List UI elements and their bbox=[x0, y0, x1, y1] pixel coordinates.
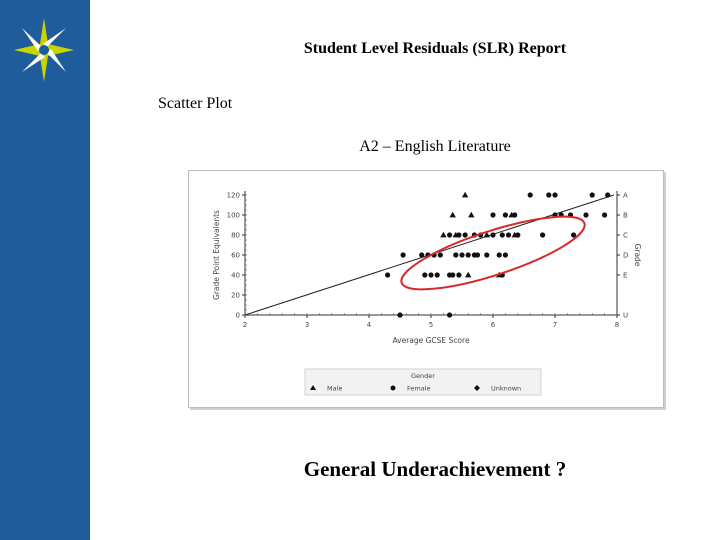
data-point-female bbox=[528, 192, 533, 197]
x-tick-label: 7 bbox=[552, 321, 558, 329]
report-title: Student Level Residuals (SLR) Report bbox=[303, 40, 567, 57]
data-point-female bbox=[500, 232, 505, 237]
data-point-female bbox=[456, 232, 461, 237]
x-tick-label: 3 bbox=[304, 321, 310, 329]
y-tick-label: 80 bbox=[231, 231, 240, 240]
data-point-female bbox=[590, 192, 595, 197]
data-point-female bbox=[605, 192, 610, 197]
y-axis-label: Grade Point Equivalents bbox=[212, 210, 221, 300]
grade-tick-label: C bbox=[623, 231, 628, 240]
data-point-female bbox=[435, 272, 440, 277]
data-point-female bbox=[447, 232, 452, 237]
grade-tick-label: B bbox=[623, 211, 628, 220]
data-point-female bbox=[422, 272, 427, 277]
legend bbox=[305, 369, 541, 395]
data-point-female bbox=[490, 232, 495, 237]
data-point-female bbox=[602, 212, 607, 217]
data-point-female bbox=[438, 252, 443, 257]
grade-tick-label: U bbox=[623, 311, 629, 320]
x-tick-label: 4 bbox=[366, 321, 372, 329]
data-point-male bbox=[468, 212, 474, 218]
y-tick-label: 0 bbox=[235, 311, 240, 320]
grade-axis-label: Grade bbox=[633, 243, 642, 267]
legend-label: Male bbox=[327, 384, 343, 393]
data-point-female bbox=[459, 252, 464, 257]
y-tick-label: 100 bbox=[226, 211, 240, 220]
data-point-male bbox=[450, 212, 456, 218]
data-point-male bbox=[462, 192, 468, 198]
x-tick-label: 5 bbox=[428, 321, 434, 329]
data-point-female bbox=[540, 232, 545, 237]
data-point-female bbox=[453, 252, 458, 257]
x-tick-label: 2 bbox=[242, 321, 248, 329]
data-point-female bbox=[506, 232, 511, 237]
data-point-female bbox=[385, 272, 390, 277]
data-point-female bbox=[466, 252, 471, 257]
data-point-female bbox=[515, 232, 520, 237]
data-point-female bbox=[503, 252, 508, 257]
legend-label: Unknown bbox=[491, 384, 522, 393]
grade-tick-label: A bbox=[623, 191, 628, 200]
data-point-female bbox=[419, 252, 424, 257]
data-point-female bbox=[447, 312, 452, 317]
data-point-female bbox=[475, 252, 480, 257]
grade-tick-label: D bbox=[623, 251, 629, 260]
y-tick-label: 20 bbox=[231, 291, 240, 300]
data-point-female bbox=[401, 252, 406, 257]
data-point-female bbox=[490, 212, 495, 217]
data-point-male bbox=[465, 272, 471, 278]
data-point-female bbox=[512, 212, 517, 217]
y-tick-label: 40 bbox=[231, 271, 240, 280]
data-point-female bbox=[552, 192, 557, 197]
grade-tick-label: E bbox=[623, 271, 628, 280]
data-point-female bbox=[397, 312, 402, 317]
data-point-female bbox=[428, 272, 433, 277]
data-point-female bbox=[503, 212, 508, 217]
legend-title: Gender bbox=[411, 372, 435, 380]
section-heading: Scatter Plot bbox=[158, 95, 233, 112]
slide-caption: General Underachievement ? bbox=[303, 457, 567, 481]
x-tick-label: 8 bbox=[614, 321, 620, 329]
legend-marker-female bbox=[391, 386, 396, 391]
data-point-female bbox=[546, 192, 551, 197]
subject-subtitle: A2 – English Literature bbox=[359, 138, 511, 155]
data-point-male bbox=[440, 232, 446, 238]
x-tick-label: 6 bbox=[490, 321, 496, 329]
y-tick-label: 60 bbox=[231, 251, 240, 260]
data-point-female bbox=[463, 232, 468, 237]
data-point-female bbox=[583, 212, 588, 217]
sidebar-band bbox=[0, 0, 90, 540]
x-axis-label: Average GCSE Score bbox=[392, 336, 470, 345]
y-tick-label: 120 bbox=[226, 191, 240, 200]
data-point-female bbox=[497, 252, 502, 257]
data-point-female bbox=[484, 252, 489, 257]
data-point-female bbox=[450, 272, 455, 277]
legend-label: Female bbox=[407, 384, 431, 393]
chart-frame bbox=[188, 170, 664, 408]
data-point-female bbox=[456, 272, 461, 277]
star-burst-logo-icon bbox=[8, 14, 80, 86]
scatter-chart bbox=[189, 171, 663, 407]
